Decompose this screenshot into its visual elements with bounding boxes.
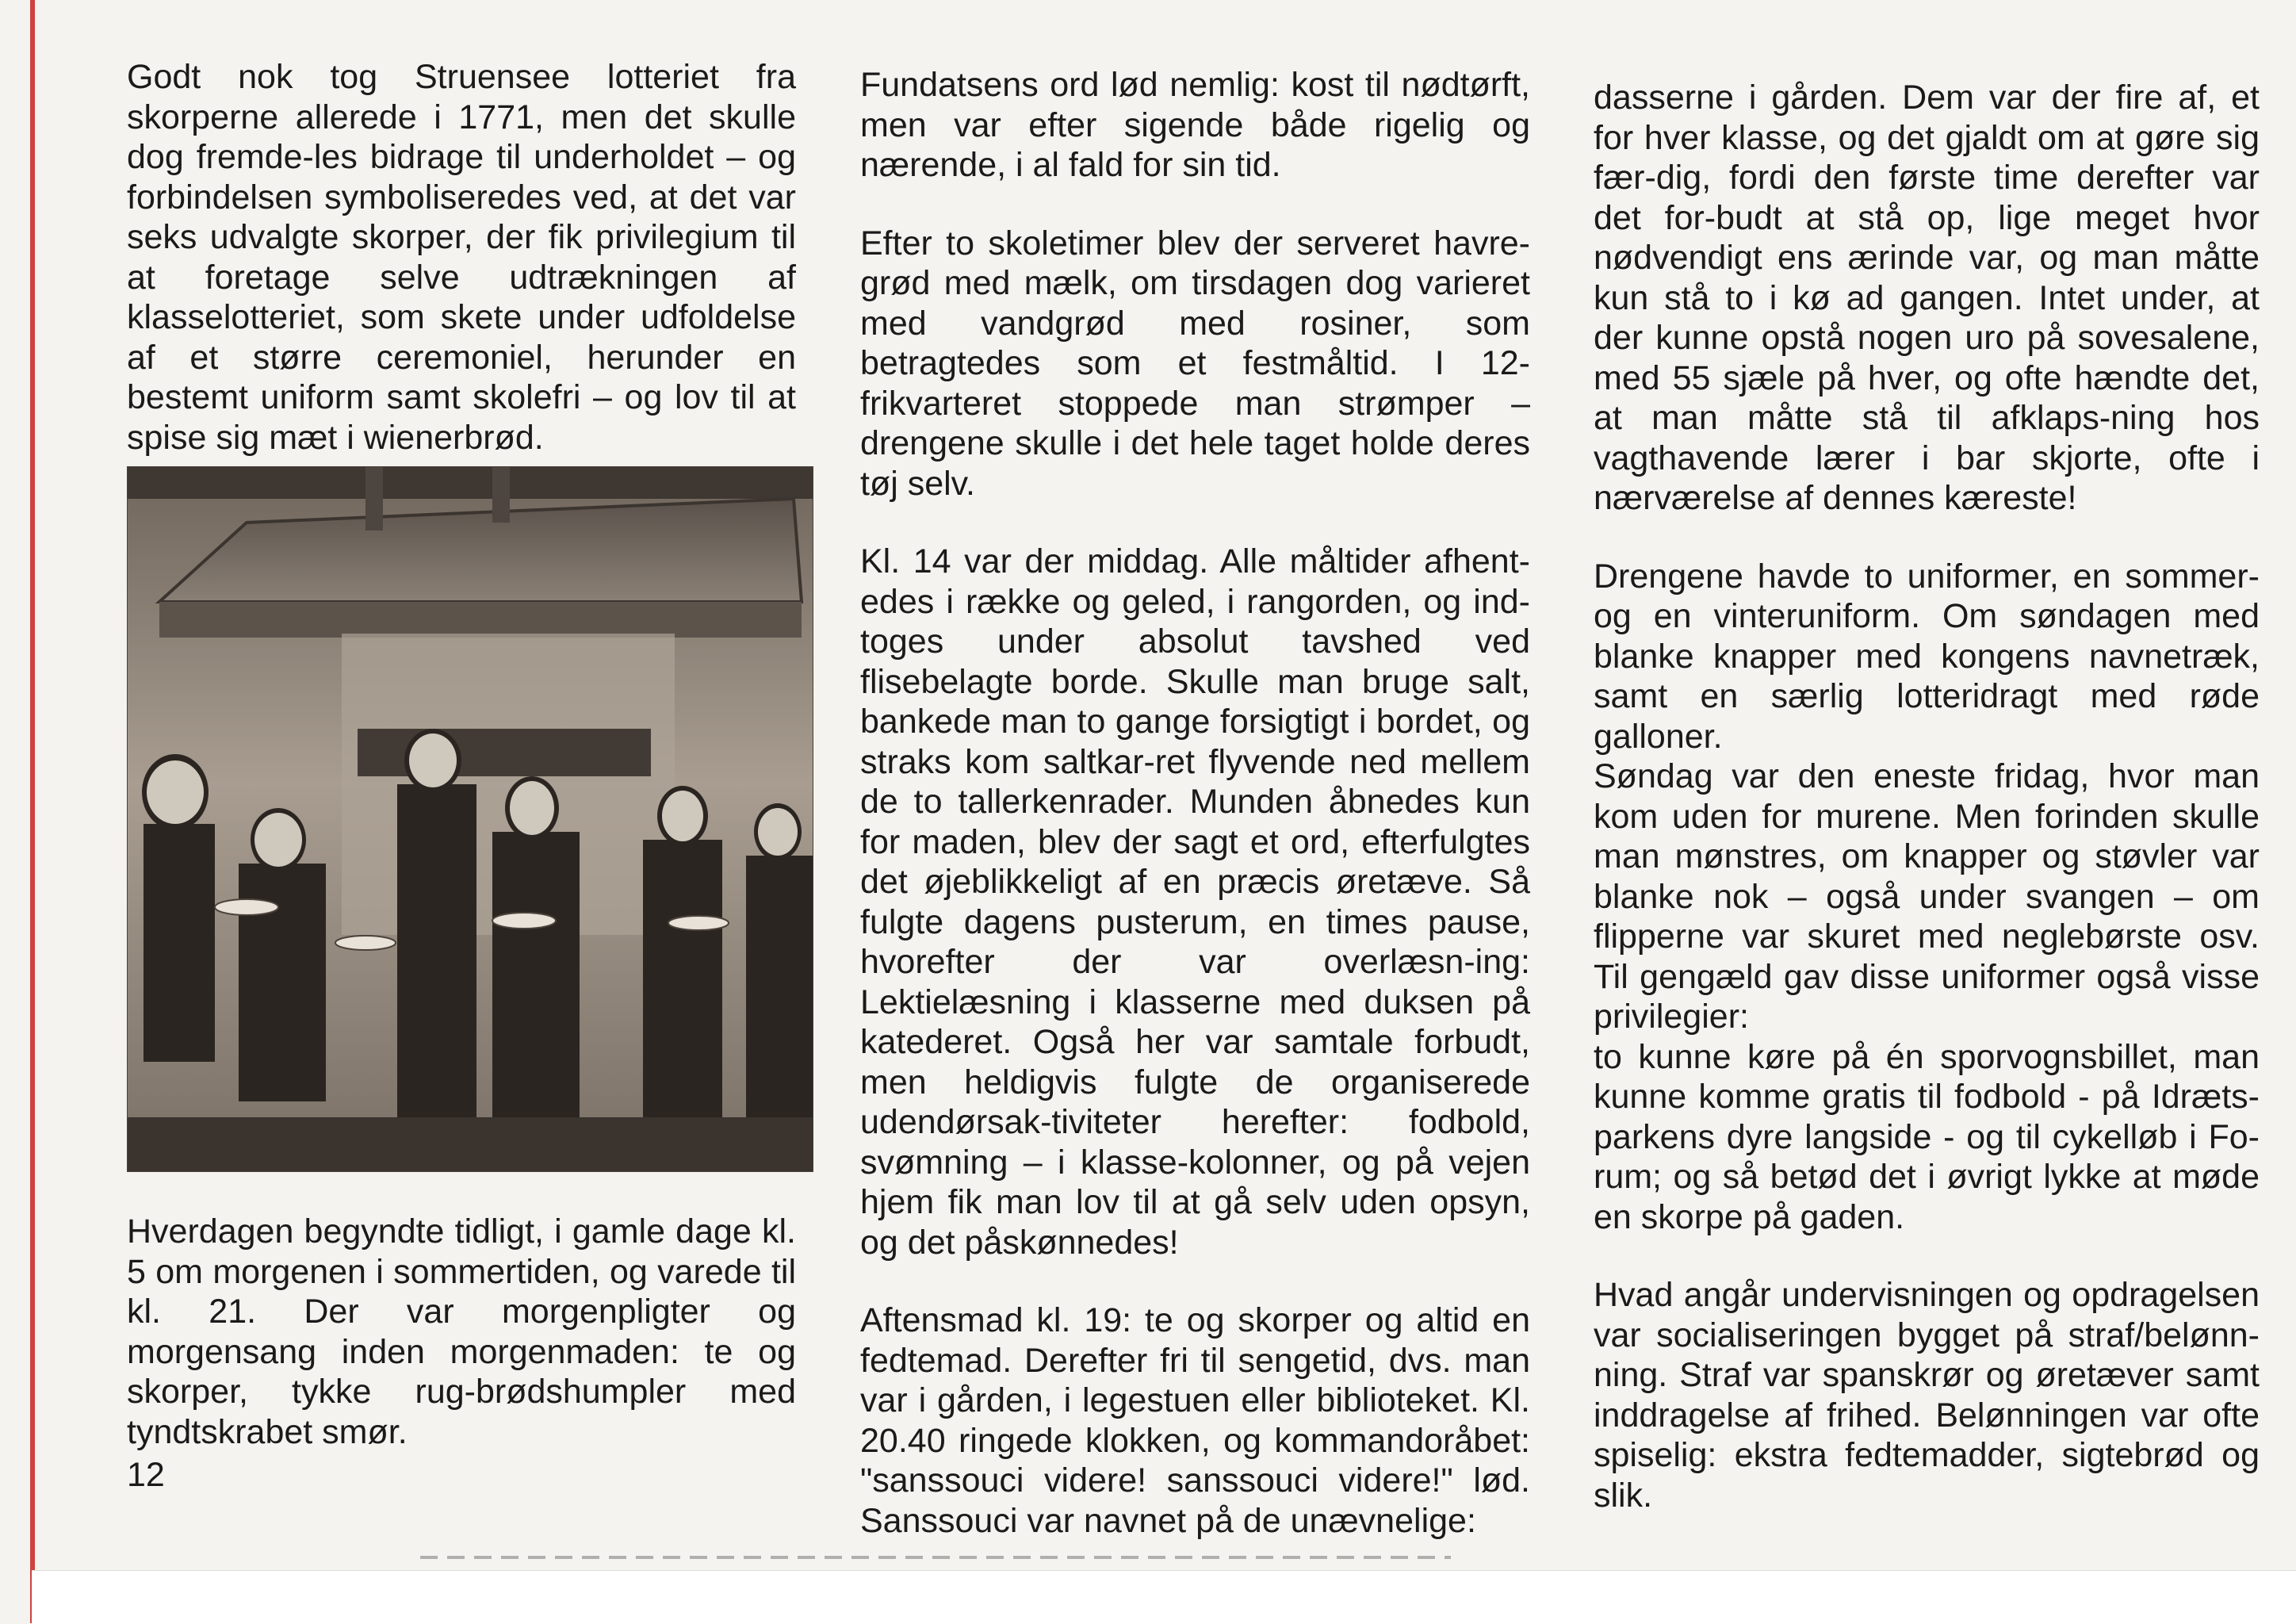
paragraph: Hverdagen begyndte tidligt, i gamle dage kl. 5 om morgenen i sommertiden, og varede til kl. 21. Der var morgenpligter og morgensang inden morgenmaden: te og skorper, tykke rug-brødshumpler med tyndtskrabet smør.: [127, 1212, 796, 1451]
paragraph-gap: [1594, 1237, 2260, 1275]
paragraph-gap: [1594, 519, 2260, 557]
paragraph: Hvad angår undervisningen og opdragelsen var socialiseringen bygget på straf/belønn-ning. Straf var spanskrør og øretæver samt inddragelse af frihed. Belønningen var ofte spiselig: ekstra fedtemadder, sigtebrød og slik.: [1594, 1276, 2260, 1515]
historical-photo: [127, 466, 813, 1172]
paragraph: dasserne i gården. Dem var der fire af, et for hver klasse, og det gjaldt om at gøre sig fær-dig, fordi den første time derefter var det for-budt at stå op, lige meget hvor nødvendigt ens ærinde var, og man måtte kun stå to i kø ad gangen. Intet under, at der kunne opstå nogen uro på sovesalene, med 55 sjæle på hver, og ofte hændte det, at man måtte stå til afklaps-ning hos vagthavende lærer i bar skjorte, ofte i nærværelse af dennes kæreste!: [1594, 79, 2260, 517]
paragraph: Søndag var den eneste fridag, hvor man kom uden for murene. Men forinden skulle man mønstres, om knapper og støvler var blanke nok – også under svangen – om flipperne var skuret med neglebørste osv. Til gengæld gav disse uniformer også visse privilegier:: [1594, 757, 2260, 1036]
scan-artifact: [420, 1556, 1451, 1559]
paragraph-gap: [860, 186, 1530, 224]
paragraph: Kl. 14 var der middag. Alle måltider afhent-edes i række og geled, i rangorden, og ind-toges under absolut tavshed ved flisebelagte borde. Skulle man bruge salt, bankede man to gange forsigtigt i bordet, og straks kom saltkar-ret flyvende ned mellem de to tallerkenrader. Munden åbnedes kun for maden, blev der sagt et ord, efterfulgtes det øjeblikkeligt af en præcis øretæve. Så fulgte dagens pusterum, en times pause, hvorefter der var overlæsn-ing: Lektielæsning i klasserne med duksen på katederet. Også her var samtale forbudt, men heldigvis fulgte de organiserede udendørsak-tiviteter herefter: fodbold, svømning – i klasse-kolonner, og på vejen hjem fik man lov til at gå selv uden opsyn, og det påskønnedes!: [860, 542, 1530, 1262]
paragraph: Godt nok tog Struensee lotteriet fra skorperne allerede i 1771, men det skulle dog fremde-les bidrage til underholdet – og forbindelsen symboliseredes ved, at det var seks udvalgte skorper, der fik privilegium til at foretage selve udtrækningen af klasselotteriet, som skete under udfoldelse af et større ceremoniel, herunder en bestemt uniform samt skolefri – og lov til at spise sig mæt i wienerbrød.: [127, 58, 796, 457]
paragraph: Fundatsens ord lød nemlig: kost til nødtørft, men var efter sigende både rigelig og nærende, i al fald for sin tid.: [860, 66, 1530, 184]
column-1-lower: [127, 1212, 796, 1452]
photo-illustration: [128, 467, 813, 1171]
paragraph: Efter to skoletimer blev der serveret havre-grød med mælk, om tirsdagen dog varieret med vandgrød med rosiner, som betragtedes som et festmåltid. I 12-frikvarteret stoppede man strømper – drengene skulle i det hele taget holde deres tøj selv.: [860, 224, 1530, 503]
paragraph-gap: [860, 1262, 1530, 1300]
paragraph-gap: [860, 504, 1530, 542]
page-number: 12: [127, 1456, 165, 1494]
column-1: [127, 57, 796, 458]
paragraph: Aftensmad kl. 19: te og skorper og altid en fedtemad. Derefter fri til sengetid, dvs. man var i gården, i legestuen eller biblioteket. Kl. 20.40 ringede klokken, og kommandoråbet: "sanssouci videre! sanssouci videre!" lød. Sanssouci var navnet på de unævnelige:: [860, 1301, 1530, 1540]
paragraph: to kunne køre på én sporvognsbillet, man kunne komme gratis til fodbold - på Idræts-parkens dyre langside - og til cykelløb i Fo-rum; og så betød det i øvrigt lykke at møde en skorpe på gaden.: [1594, 1037, 2260, 1236]
column-2: [860, 65, 1530, 1541]
column-3: [1594, 78, 2260, 1515]
paragraph: Drengene havde to uniformer, en sommer- og en vinteruniform. Om søndagen med blanke knapper med kongens navnetræk, samt en særlig lotteridragt med røde galloner.: [1594, 557, 2260, 756]
scan-edge: [30, 0, 35, 1623]
scan-margin: [32, 1570, 2296, 1624]
